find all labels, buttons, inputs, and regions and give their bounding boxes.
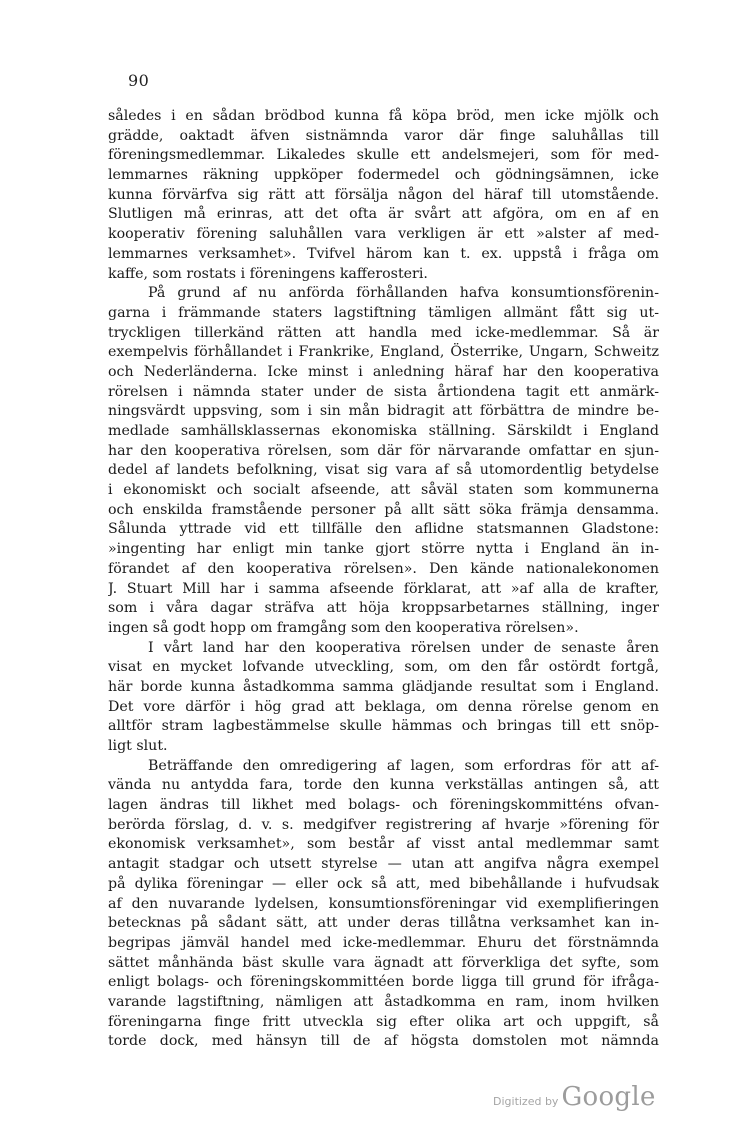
text-line: »ingenting har enligt min tanke gjort större nytta i England än in- (108, 541, 659, 558)
text-line: antagit stadgar och utsett styrelse — utan att angifva några exempel (108, 856, 659, 873)
google-logo: Google (561, 1082, 656, 1112)
text-line: ekonomisk verksamhet», som består af visst antal medlemmar samt (108, 836, 659, 853)
text-line: förandet af den kooperativa rörelsen». Den kände nationalekonomen (108, 560, 659, 577)
text-line: i ekonomiskt och socialt afseende, att såväl staten som kommunerna (108, 482, 659, 499)
text-line: På grund af nu anförda förhållanden hafva konsumtionsförenin- (148, 285, 659, 302)
text-line: och Nederländerna. Icke minst i anledning häraf har den kooperativa (108, 363, 659, 380)
text-line: föreningarna finge fritt utveckla sig efter olika art och uppgift, så (108, 1013, 659, 1030)
text-line: Det vore därför i hög grad att beklaga, om denna rörelse genom en (108, 698, 659, 715)
text-line: ligt slut. (108, 738, 168, 754)
text-line: kaffe, som rostats i föreningens kafferosteri. (108, 265, 428, 282)
text-line: I vårt land har den kooperativa rörelsen under de senaste åren (148, 639, 659, 656)
text-line: garna i främmande staters lagstiftning tämligen allmänt fått sig ut- (108, 304, 659, 321)
text-line: begripas jämväl handel med icke-medlemmar. Ehuru det förstnämnda (108, 934, 659, 951)
digitized-by-watermark (493, 1082, 656, 1112)
text-line: visat en mycket lofvande utveckling, som, om den får ostördt fortgå, (108, 659, 659, 676)
text-line: föreningsmedlemmar. Likaledes skulle ett andelsmejeri, som för med- (108, 147, 659, 164)
text-line: J. Stuart Mill har i samma afseende förklarat, att »af alla de krafter, (108, 580, 659, 597)
text-line: lemmarnes räkning uppköper fodermedel och gödningsämnen, icke (108, 167, 659, 184)
text-line: rörelsen i nämnda stater under de sista årtiondena tagit ett anmärk- (108, 383, 659, 400)
text-line: kooperativ förening saluhållen vara verkligen är ett »alster af med- (108, 226, 659, 243)
text-line: torde dock, med hänsyn till de af högsta domstolen mot nämnda (108, 1033, 659, 1050)
text-line: Slutligen må erinras, att det ofta är svårt att afgöra, om en af en (108, 206, 659, 223)
text-line: betecknas på sådant sätt, att under deras tillåtna verksamhet kan in- (108, 915, 659, 932)
text-line: tryckligen tillerkänd rätten att handla med icke-medlemmar. Så är (108, 324, 659, 341)
text-line: här borde kunna åstadkomma samma glädjande resultat som i England. (108, 678, 659, 695)
text-line: har den kooperativa rörelsen, som där för närvarande omfattar en sjun- (108, 442, 659, 459)
text-line: vända nu antydda fara, torde den kunna verkställas antingen så, att (108, 777, 659, 794)
text-line: Beträffande den omredigering af lagen, som erfordras för att af- (148, 757, 659, 774)
body-text (108, 107, 659, 1072)
text-line: af den nuvarande lydelsen, konsumtionsföreningar vid exemplifieringen (108, 895, 659, 912)
text-line: således i en sådan brödbod kunna få köpa bröd, men icke mjölk och (108, 108, 659, 124)
text-line: berörda förslag, d. v. s. medgifver registrering af hvarje »förening för (108, 816, 659, 833)
text-line (108, 1052, 659, 1072)
text-line: på dylika föreningar — eller ock så att, med bibehållande i hufvudsak (108, 875, 659, 892)
text-line: dedel af landets befolkning, visat sig vara af så utomordentlig betydelse (108, 462, 659, 479)
text-line: lemmarnes verksamhet». Tvifvel härom kan t. ex. uppstå i fråga om (108, 245, 659, 262)
text-line: medlade samhällsklassernas ekonomiska ställning. Särskildt i England (108, 423, 659, 439)
text-line: ningsvärdt uppsving, som i sin mån bidragit att förbättra de mindre be- (108, 403, 659, 420)
text-line: enligt bolags- och föreningskommittéen borde ligga till grund för ifråga- (108, 974, 659, 991)
text-line: alltför stram lagbestämmelse skulle hämmas och bringas till ett snöp- (108, 718, 659, 735)
digitized-by-text: Digitized by (493, 1095, 559, 1108)
text-line: kunna förvärfva sig rätt att försälja någon del häraf till utomstående. (108, 186, 659, 203)
text-line: ingen så godt hopp om framgång som den kooperativa rörelsen». (108, 619, 579, 636)
text-line: varande lagstiftning, nämligen att åstadkomma en ram, inom hvilken (108, 993, 659, 1010)
text-line: grädde, oaktadt äfven sistnämnda varor där finge saluhållas till (108, 127, 659, 144)
text-line: Sålunda yttrade vid ett tillfälle den aflidne statsmannen Gladstone: (108, 521, 659, 538)
text-line: sättet månhända bäst skulle vara ägnadt att förverkliga det syfte, som (108, 954, 659, 971)
text-line: och enskilda framstående personer på allt sätt söka främja densamma. (108, 501, 659, 518)
page-number: 90 (128, 71, 150, 90)
text-line: lagen ändras till likhet med bolags- och föreningskommitténs ofvan- (108, 797, 659, 814)
text-line: som i våra dagar sträfva att höja kroppsarbetarnes ställning, inger (108, 600, 659, 617)
text-line: exempelvis förhållandet i Frankrike, England, Österrike, Ungarn, Schweitz (108, 344, 659, 361)
